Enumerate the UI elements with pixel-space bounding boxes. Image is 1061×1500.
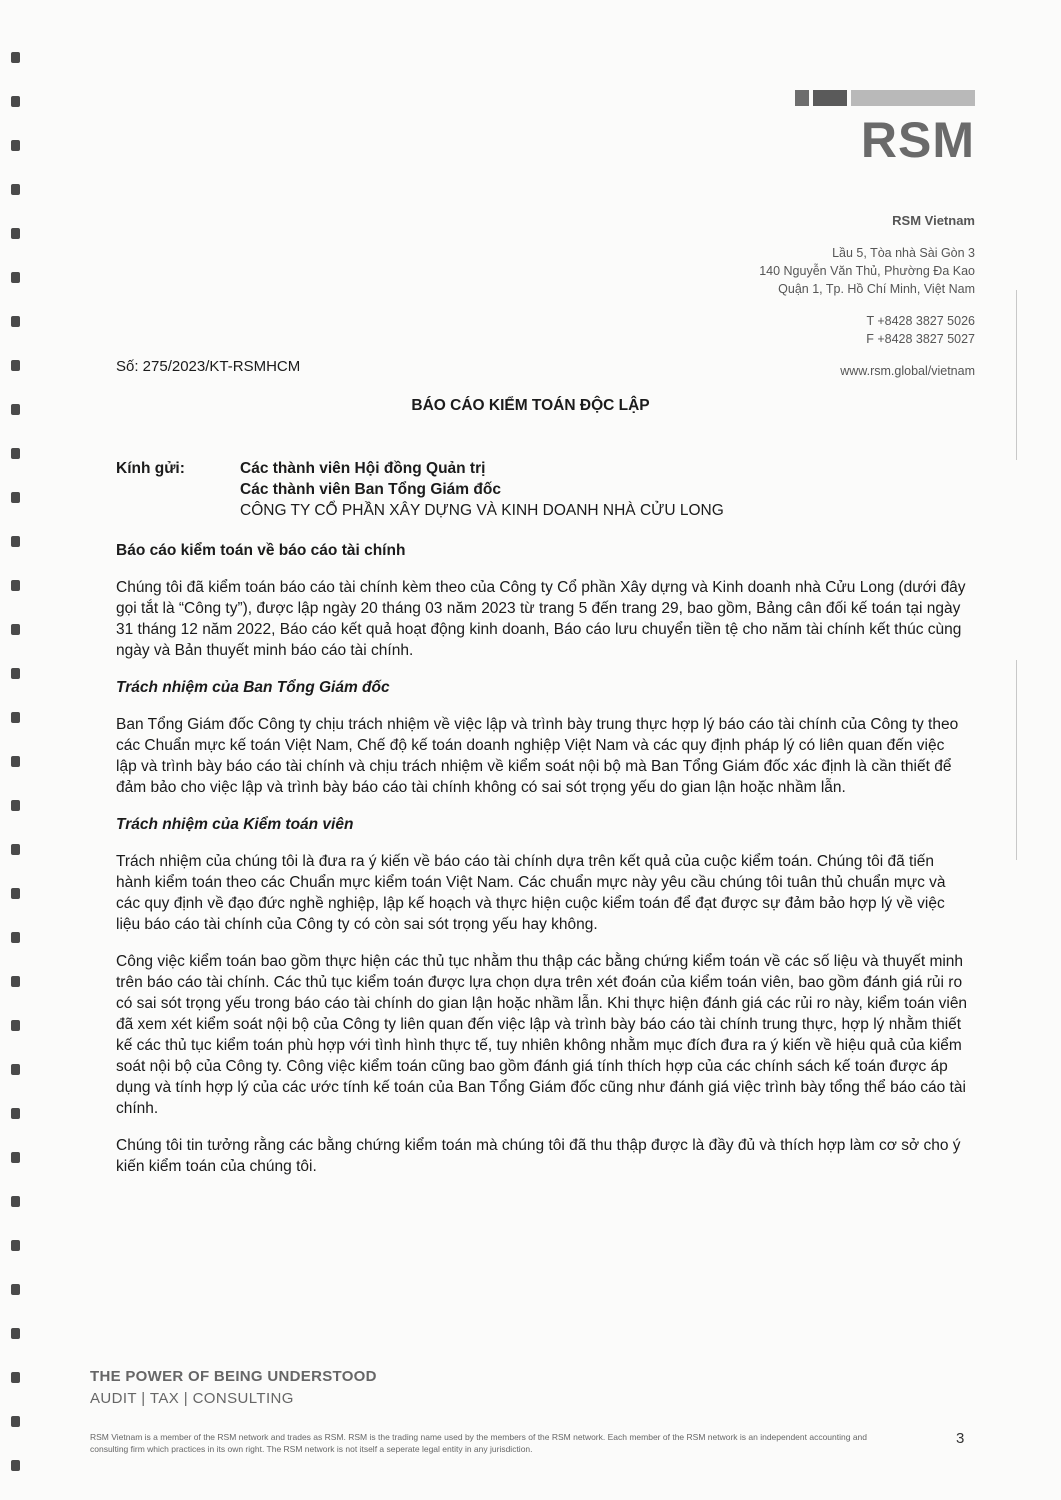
auditor-paragraph-3: Chúng tôi tin tưởng rằng các bằng chứng kiểm toán mà chúng tôi đã thu thập được là đầy đủ và thích hợp làm cơ sở cho ý kiến kiểm toán của chúng tôi. [116,1137,961,1175]
firm-fax: F +8428 3827 5027 [866,332,975,346]
report-body [116,540,968,1193]
firm-name: RSM Vietnam [892,213,975,228]
reference-number: Số: 275/2023/KT-RSMHCM [116,358,301,375]
footer-disclaimer: RSM Vietnam is a member of the RSM network and trades as RSM. RSM is the trading name used by the members of the RSM network. Each member of the RSM network is an independent accounting and consulting firm which practices in its own right. The RSM network is not itself a seperate legal entity in any jurisdiction. [90,1432,868,1454]
auditor-paragraph-1: Trách nhiệm của chúng tôi là đưa ra ý kiến về báo cáo tài chính dựa trên kết quả của cuộc kiểm toán. Chúng tôi đã tiến hành kiểm toán theo các Chuẩn mực kiểm toán Việt Nam. Các chuẩn mực này yêu cầu chúng tôi tuân thủ chuẩn mực và các quy định về đạo đức nghề nghiệp, lập kế hoạch và thực hiện cuộc kiểm toán để đạt được sự đảm bảo hợp lý về việc liệu báo cáo tài chính của Công ty có còn sai sót trọng yếu hay không. [116,853,946,933]
addressee-label: Kính gửi: [116,460,185,477]
seal-stamp-middle [1016,660,1061,860]
logo-wordmark: RSM [860,112,975,168]
intro-paragraph: Chúng tôi đã kiểm toán báo cáo tài chính kèm theo của Công ty Cổ phần Xây dựng và Kinh doanh nhà Cửu Long (dưới đây gọi tắt là “Công ty”), được lập ngày 20 tháng 03 năm 2023 từ trang 5 đến trang 29, bao gồm, Bảng cân đối kế toán tại ngày 31 tháng 12 năm 2022, Báo cáo kết quả hoạt động kinh doanh, Báo cáo lưu chuyển tiền tệ cho năm tài chính kết thúc cùng ngày và Bản thuyết minh báo cáo tài chính. [116,579,966,659]
footer-slogan: THE POWER OF BEING UNDERSTOOD [90,1368,377,1385]
addressee-company: CÔNG TY CỔ PHẦN XÂY DỰNG VÀ KINH DOANH NHÀ CỬU LONG [240,502,724,519]
report-title: BÁO CÁO KIỂM TOÁN ĐỘC LẬP [411,397,650,414]
management-paragraph: Ban Tổng Giám đốc Công ty chịu trách nhiệm về việc lập và trình bày trung thực hợp lý báo cáo tài chính của Công ty theo các Chuẩn mực kế toán Việt Nam, Chế độ kế toán doanh nghiệp Việt Nam và các quy định pháp lý có liên quan đến việc lập và trình bày báo cáo tài chính và chịu trách nhiệm về kiểm soát nội bộ mà Ban Tổng Giám đốc xác định là cần thiết để đảm bảo cho việc lập và trình bày báo cáo tài chính không có sai sót trọng yếu do gian lận hoặc nhầm lẫn. [116,716,959,796]
rsm-logo [795,88,975,168]
seal-stamp-top [1016,290,1061,460]
firm-address-line3: Quận 1, Tp. Hồ Chí Minh, Việt Nam [778,282,975,296]
spiral-binding [6,40,28,1480]
addressee-line2: Các thành viên Ban Tổng Giám đốc [240,481,501,498]
heading-management-responsibility: Trách nhiệm của Ban Tổng Giám đốc [116,679,390,696]
heading-auditor-responsibility: Trách nhiệm của Kiểm toán viên [116,816,354,833]
firm-address-line2: 140 Nguyễn Văn Thủ, Phường Đa Kao [759,264,975,278]
footer-services: AUDIT | TAX | CONSULTING [90,1390,294,1407]
firm-contact-block [759,212,975,380]
auditor-paragraph-2: Công việc kiểm toán bao gồm thực hiện các thủ tục nhằm thu thập các bằng chứng kiểm toán về các số liệu và thuyết minh trên báo cáo tài chính. Các thủ tục kiểm toán được lựa chọn dựa trên xét đoán của kiểm toán viên, bao gồm đánh giá rủi ro có sai sót trọng yếu trong báo cáo tài chính do gian lận hoặc nhầm lẫn. Khi thực hiện đánh giá các rủi ro này, kiểm toán viên đã xem xét kiểm soát nội bộ của Công ty liên quan đến việc lập và trình bày báo cáo tài chính trung thực, hợp lý nhằm thiết kế các thủ tục kiểm toán phù hợp với tình hình thực tế, tuy nhiên không nhằm mục đích đưa ra ý kiến về hiệu quả của kiểm soát nội bộ của Công ty. Công việc kiểm toán cũng bao gồm đánh giá tính thích hợp của các chính sách kế toán được áp dụng và tính hợp lý của các ước tính kế toán của Ban Tổng Giám đốc cũng như đánh giá việc trình bày tổng thể báo cáo tài chính. [116,953,968,1117]
firm-address-line1: Lầu 5, Tòa nhà Sài Gòn 3 [832,246,975,260]
firm-website: www.rsm.global/vietnam [840,364,975,378]
page-number: 3 [956,1430,965,1447]
addressee-line1: Các thành viên Hội đồng Quản trị [240,460,486,477]
heading-financial-statements: Báo cáo kiểm toán về báo cáo tài chính [116,542,406,559]
firm-phone: T +8428 3827 5026 [866,314,975,328]
